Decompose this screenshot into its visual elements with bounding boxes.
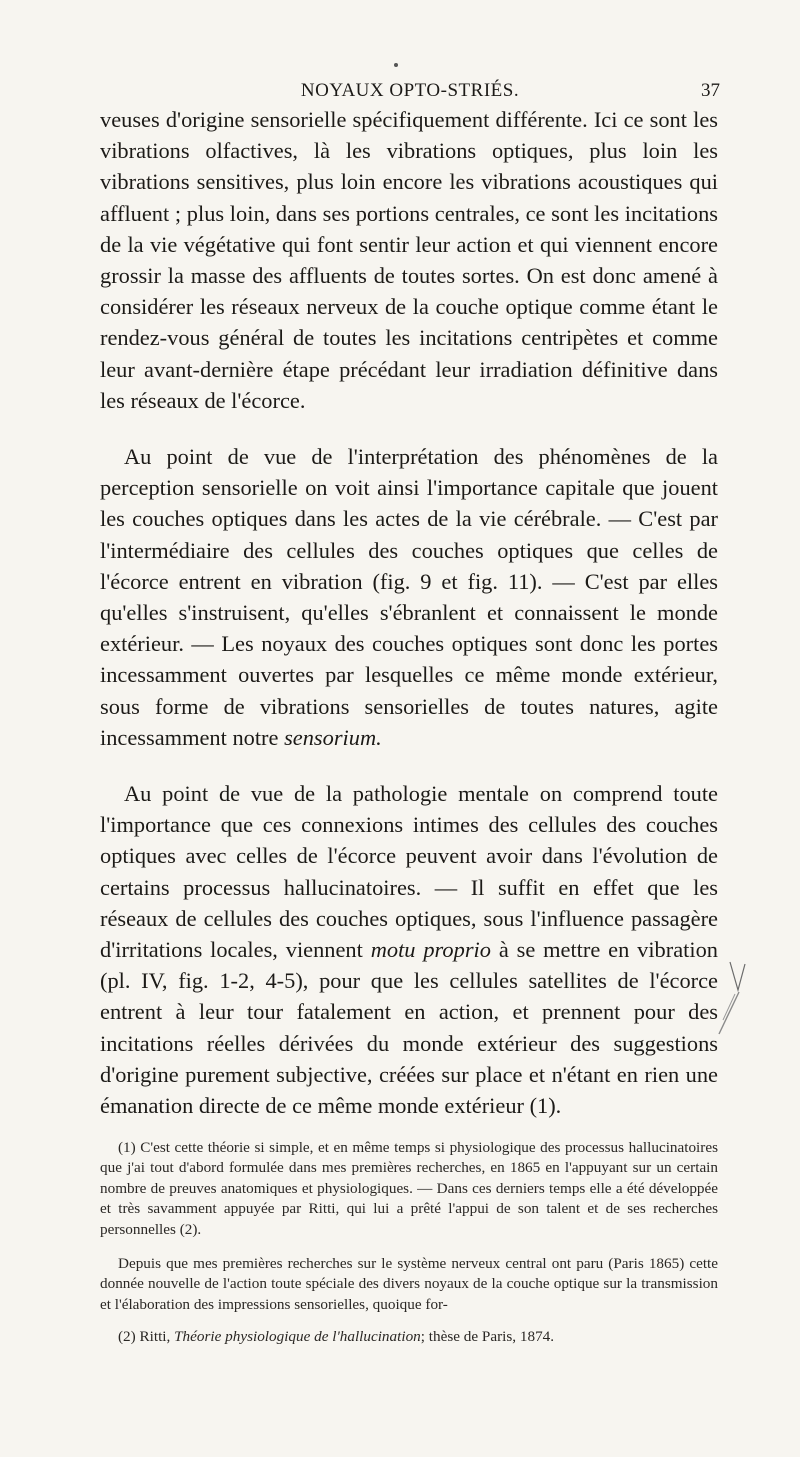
sensorium-term: sensorium. bbox=[284, 724, 382, 750]
footnote-2-prefix: (2) Ritti, bbox=[118, 1328, 171, 1346]
margin-slash-mark bbox=[717, 990, 741, 1036]
footnote-2-title: Théorie physiologique de l'hallucination bbox=[174, 1328, 421, 1346]
running-title: NOYAUX OPTO-STRIÉS. bbox=[300, 80, 520, 101]
paragraph-1: veuses d'origine sensorielle spécifiquement différente. Ici ce sont les vibrations olfactives, là les vibrations optiques, plus loin les vibrations sensitives, plus loin encore les vibrations acoustiques qui affluent ; plus loin, dans ses portions centrales, ce sont les incitations de la vie végétative qui font sentir leur action et qui viennent encore grossir la masse des affluents de toutes sortes. On est donc amené à considérer les réseaux nerveux de la couche optique comme étant le rendez-vous général de toutes les incitations centripètes et comme leur avant-dernière étape précédant leur irradiation définitive dans les réseaux de l'écorce. bbox=[100, 107, 718, 413]
footnote-1-continued: Depuis que mes premières recherches sur le système nerveux central ont paru (Paris 1865) cette donnée nouvelle de l'action toute spéciale des divers noyaux de la couche optique sur la transmission et l'élaboration des impressions sensorielles, quoique for- bbox=[100, 1255, 718, 1313]
footnote-2 bbox=[100, 1327, 718, 1347]
motu-proprio-term: motu proprio bbox=[370, 937, 491, 963]
page-header bbox=[100, 78, 720, 106]
footnote-1: (1) C'est cette théorie si simple, et en même temps si physiologique des processus hallucinatoires que j'ai tout d'abord formulée dans mes premières recherches, en 1865 en l'appuyant sur un certain nombre de preuves anatomiques et physiologiques. — Dans ces derniers temps elle a été développée et très savamment appuyée par Ritti, qui lui a prêté l'appui de son talent et de ses recherches personnelles (2). bbox=[100, 1139, 718, 1238]
paragraph-3 bbox=[100, 778, 718, 1121]
margin-check-mark bbox=[729, 960, 747, 994]
page-number: 37 bbox=[701, 80, 720, 101]
paragraph-3-text-b: à se mettre en vibration (pl. IV, fig. 1-2, 4-5), pour que les cellules satellites de l'écorce entrent à leur tour fatalement en action, et prennent pour des incitations réelles dérivées du monde extérieur des suggestions d'origine purement subjective, créées sur place et n'étant en rien une émanation directe de ce même monde extérieur (1). bbox=[100, 937, 718, 1119]
paragraph-3-text-a: Au point de vue de la pathologie mentale on comprend toute l'importance que ces connexions intimes des cellules des couches optiques avec celles de l'écorce peuvent avoir dans l'évolution de certains processus hallucinatoires. — Il suffit en effet que les réseaux de cellules des couches optiques, sous l'influence passagère d'irritations locales, viennent bbox=[100, 781, 718, 963]
paragraph-2 bbox=[100, 441, 718, 753]
footnote-2-suffix: ; thèse de Paris, 1874. bbox=[420, 1328, 555, 1346]
body-text bbox=[100, 104, 718, 1121]
print-speck bbox=[394, 63, 398, 67]
paragraph-2-text: Au point de vue de l'interprétation des phénomènes de la perception sensorielle on voit ainsi l'importance capitale que jouent les couches optiques dans les actes de la vie cérébrale. — C'est par l'intermédiaire des cellules des couches optiques que celles de l'écorce entrent en vibration (fig. 9 et fig. 11). — C'est par elles qu'elles s'instruisent, qu'elles s'ébranlent et connaissent le monde extérieur. — Les noyaux des couches optiques sont donc les portes incessamment ouvertes par lesquelles ce même monde extérieur, sous forme de vibrations sensorielles de toutes natures, agite incessamment notre bbox=[100, 444, 718, 750]
footnotes bbox=[100, 1138, 718, 1348]
